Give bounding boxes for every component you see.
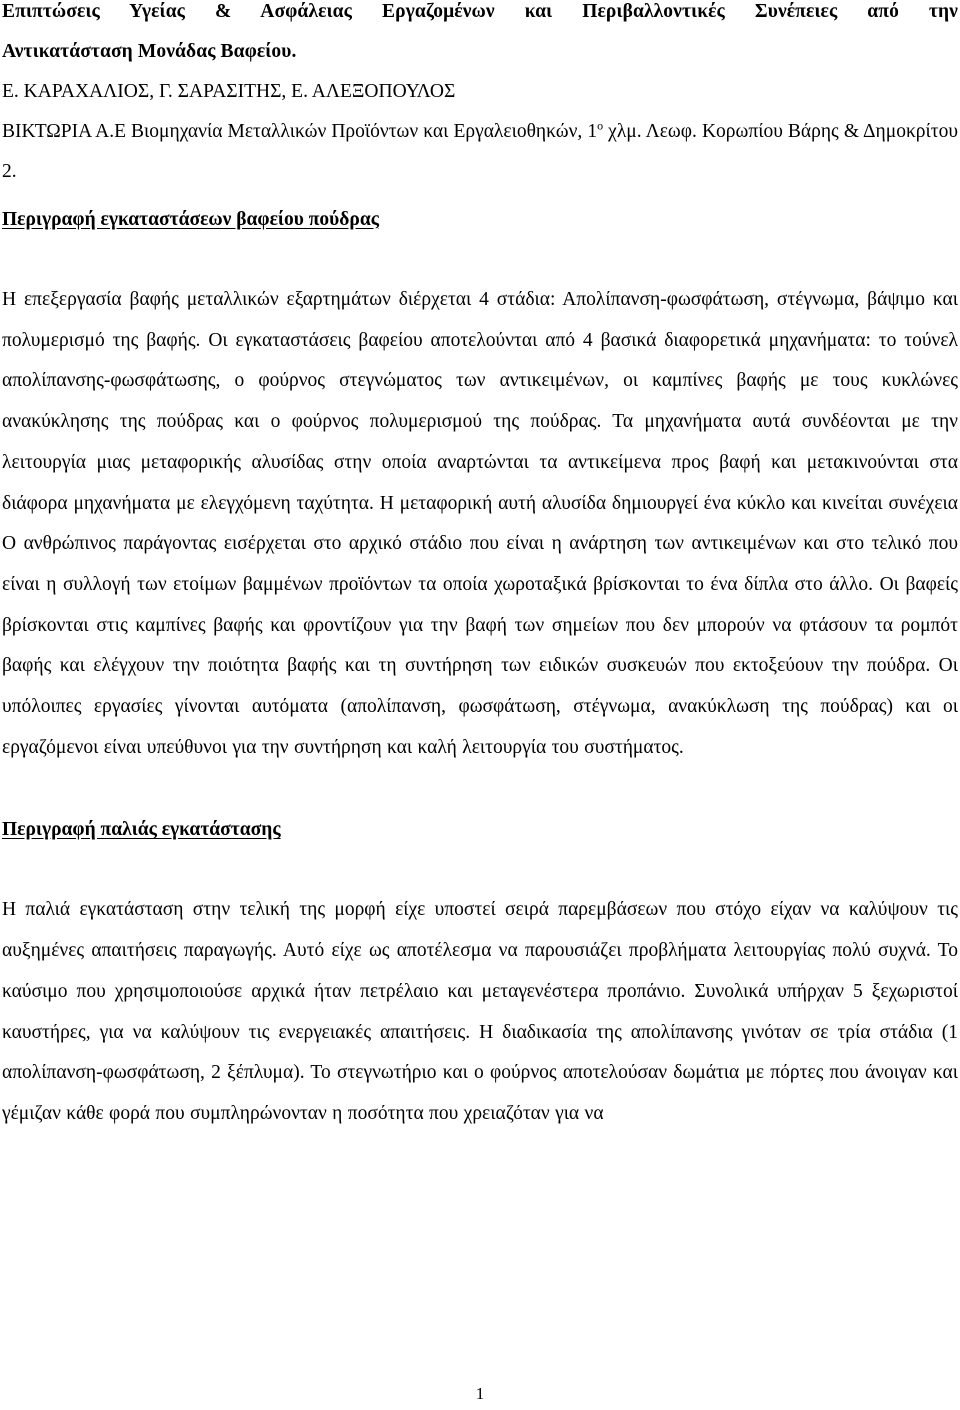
paragraph-powder-paint-facility: Η επεξεργασία βαφής μεταλλικών εξαρτημάτων διέρχεται 4 στάδια: Απολίπανση-φωσφάτωση, στέγνωμα, βάψιμο και πολυμερισμό της βαφής. Οι εγκαταστάσεις βαφείου αποτελούνται από 4 βασικά διαφορετικά μηχανήματα: το τούνελ απολίπανσης-φωσφάτωσης, ο φούρνος στεγνώματος των αντικειμένων, οι καμπίνες βαφής με τους κυκλώνες ανακύκλησης της πούδρας και ο φούρνος πολυμερισμού της πούδρας. Τα μηχανήματα αυτά συνδέονται με την λειτουργία μιας μεταφορικής αλυσίδας στην οποία αναρτώνται τα αντικείμενα προς βαφή και μετακινούνται στα διάφορα μηχανήματα με ελεγχόμενη ταχύτητα. Η μεταφορική αυτή αλυσίδα δημιουργεί ένα κύκλο και κινείται συνέχεια Ο ανθρώπινος παράγοντας εισέρχεται στο αρχικό στάδιο που είναι η ανάρτηση των αντικειμένων και στο τελικό που είναι η συλλογή των ετοίμων βαμμένων προϊόντων τα οποία χωροταξικά βρίσκονται το ένα δίπλα στο άλλο. Οι βαφείς βρίσκονται στις καμπίνες βαφής και φροντίζουν για την βαφή των σημείων που δεν μπορούν να φτάσουν τα ρομπότ βαφής και ελέγχουν την ποιότητα βαφής και τη συντήρηση των ειδικών συσκευών που εκτοξεύουν την πούδρα. Οι υπόλοιπες εργασίες γίνονται αυτόματα (απολίπανση, φωσφάτωση, στέγνωμα, ανακύκλωση της πούδρας) και οι εργαζόμενοι είναι υπεύθυνοι για την συντήρηση και καλή λειτουργία του συστήματος. <box>2 289 958 758</box>
paper-title-line-2: Αντικατάσταση Μονάδας Βαφείου. <box>2 41 297 62</box>
affiliation-superscript: ο <box>597 118 604 133</box>
section-heading-old-installation <box>2 810 958 850</box>
paragraph-old-installation: Η παλιά εγκατάσταση στην τελική της μορφή είχε υποστεί σειρά παρεμβάσεων που στόχο είχαν να καλύψουν τις αυξημένες απαιτήσεις παραγωγής. Αυτό είχε ως αποτέλεσμα να παρουσιάζει προβλήματα λειτουργίας πολύ συχνά. Το καύσιμο που χρησιμοποιούσε αρχικά ήταν πετρέλαιο και μεταγενέστερα προπάνιο. Συνολικά υπήρχαν 5 ξεχωριστοί καυστήρες, για να καλύψουν τις ενεργειακές απαιτήσεις. Η διαδικασία της απολίπανσης γινόταν σε τρία στάδια (1 απολίπανση-φωσφάτωση, 2 ξέπλυμα). Το στεγνωτήριο και ο φούρνος αποτελούσαν δωμάτια με πόρτες που άνοιγαν και γέμιζαν κάθε φορά που συμπληρώνονταν η ποσότητα που χρειαζόταν για να <box>2 899 958 1124</box>
affiliation <box>2 112 958 192</box>
authors: Ε. ΚΑΡΑΧΑΛΙΟΣ, Γ. ΣΑΡΑΣΙΤΗΣ, Ε. ΑΛΕΞΟΠΟΥΛΟΣ <box>2 81 456 102</box>
affiliation-part-2: χλμ. Λεωφ. Κορωπίου Βάρης & Δημοκρίτου 2. <box>2 121 958 182</box>
section-heading-powder-paint-facility <box>2 200 958 240</box>
spacer <box>2 850 958 890</box>
paper-title-line-1: Επιπτώσεις Υγείας & Ασφάλειας Εργαζομένων και Περιβαλλοντικές Συνέπειες από την <box>2 1 958 22</box>
affiliation-part-1: ΒΙΚΤΩΡΙΑ Α.Ε Βιομηχανία Μεταλλικών Προϊόντων και Εργαλειοθηκών, 1 <box>2 121 598 142</box>
spacer <box>2 240 958 280</box>
section-heading-text: Περιγραφή εγκαταστάσεων βαφείου πούδρας <box>2 209 379 230</box>
spacer <box>2 768 958 810</box>
spacer <box>2 192 958 200</box>
section-heading-text: Περιγραφή παλιάς εγκατάστασης <box>2 819 281 841</box>
paper-title <box>2 0 958 72</box>
page-number: 1 <box>475 1384 485 1403</box>
